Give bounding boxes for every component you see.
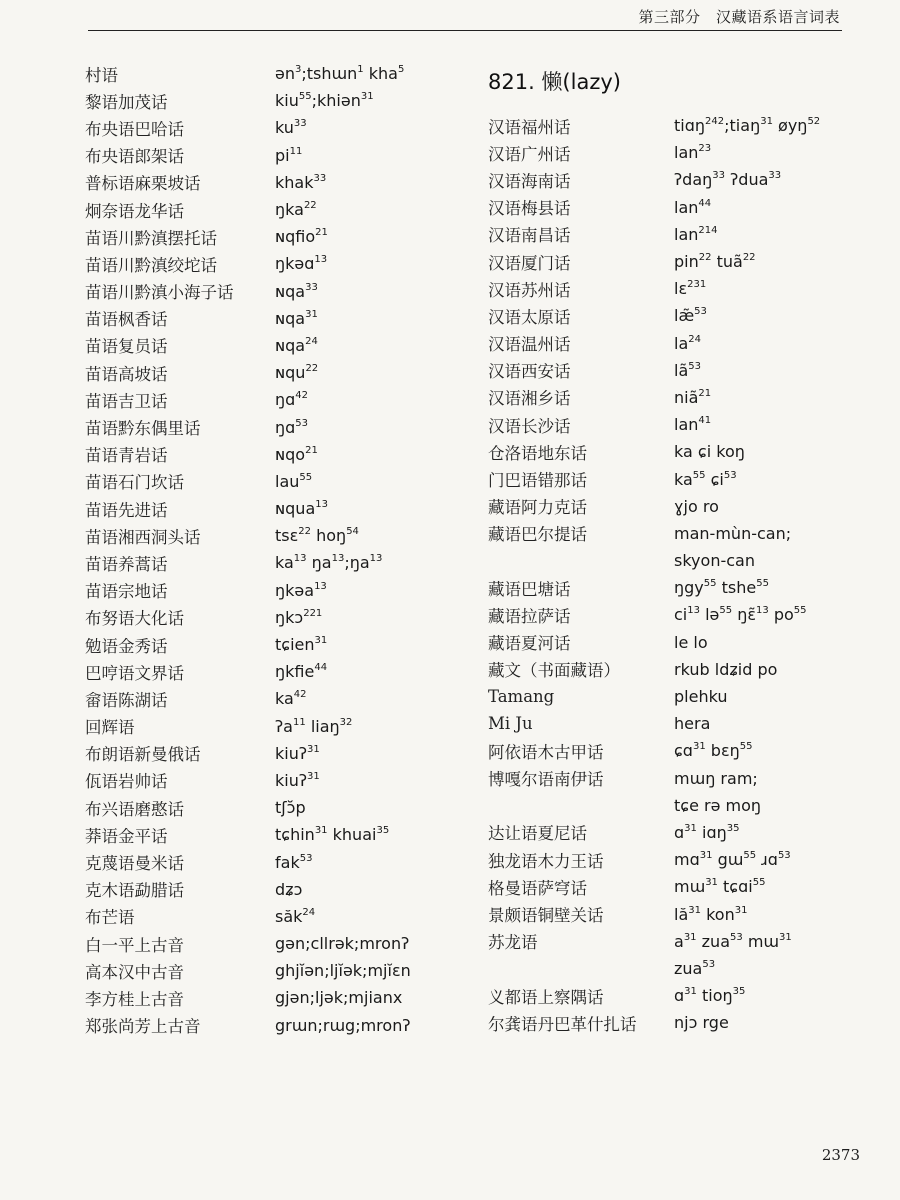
page-number: 2373 xyxy=(821,1146,860,1164)
word-entry-row xyxy=(488,221,868,248)
word-entry-row xyxy=(85,604,445,631)
language-name: 苗语川黔滇小海子话 xyxy=(85,283,234,303)
language-name: 尔龚语丹巴革什扎话 xyxy=(488,1014,637,1034)
word-entry-row xyxy=(488,765,868,792)
language-name: 苗语川黔滇绞坨话 xyxy=(85,255,217,275)
language-name: 布朗语新曼俄话 xyxy=(85,745,201,765)
language-name: 汉语海南话 xyxy=(488,171,571,191)
phonetic-form: grɯn;rɯg;mronʔ xyxy=(275,1015,411,1035)
word-entry-row xyxy=(85,876,445,903)
phonetic-form: $ka^{13}$ $ŋa^{13};ŋa^{13}$ xyxy=(275,553,383,573)
phonetic-form: pin$^{22}$ tuã$^{22}$ xyxy=(674,252,756,272)
word-entry-row xyxy=(85,821,445,848)
language-name: 苗语吉卫话 xyxy=(85,391,168,411)
language-name: 汉语厦门话 xyxy=(488,253,571,273)
phonetic-form: gjən;ljək;mjianx xyxy=(275,988,403,1008)
word-entry-row xyxy=(85,848,445,875)
phonetic-form: ŋka$^{22}$ xyxy=(275,200,317,220)
language-name: 苗语宗地话 xyxy=(85,582,168,602)
phonetic-form: lan$^{44}$ xyxy=(674,197,712,217)
language-name: 汉语太原话 xyxy=(488,307,571,327)
language-name: 苗语青岩话 xyxy=(85,446,168,466)
language-name: 克木语勐腊话 xyxy=(85,881,184,901)
language-name: 布央语巴哈话 xyxy=(85,119,184,139)
phonetic-form: mɑ$^{31}$ gɯ$^{55}$ ɹɑ$^{53}$ xyxy=(674,850,791,870)
phonetic-form: tɕe rə moŋ xyxy=(674,795,762,815)
language-name: 阿依语木古甲话 xyxy=(488,742,604,762)
language-name: 格曼语萨穹话 xyxy=(488,878,587,898)
phonetic-form: man-mùn-can; xyxy=(674,523,792,543)
phonetic-form: ɴqua$^{13}$ xyxy=(275,499,328,519)
phonetic-form: ɴqo$^{21}$ xyxy=(275,444,318,464)
phonetic-form: ən$^3$;tshɯn$^1$ kha$^5$ xyxy=(275,64,405,84)
language-name: 藏语夏河话 xyxy=(488,634,571,654)
phonetic-form: lɛ$^{231}$ xyxy=(674,279,707,299)
word-entry-row xyxy=(488,248,868,275)
language-name: 炯奈语龙华话 xyxy=(85,201,184,221)
language-name: 郑张尚芳上古音 xyxy=(85,1017,201,1037)
phonetic-form: hera xyxy=(674,714,711,734)
phonetic-form: ɑ$^{31}$ tioŋ$^{35}$ xyxy=(674,986,746,1006)
phonetic-form: ŋkfe$^{44}$ xyxy=(275,662,328,682)
phonetic-form: mɯ$^{31}$ tɕɑi$^{55}$ xyxy=(674,877,766,897)
word-entry-row xyxy=(488,139,868,166)
word-entry-row xyxy=(85,223,445,250)
language-name: 苗语高坡话 xyxy=(85,364,168,384)
language-name: 巴哼语文界话 xyxy=(85,663,184,683)
word-entry-row xyxy=(488,330,868,357)
word-entry-row xyxy=(85,957,445,984)
word-entry-row xyxy=(488,493,868,520)
language-name: 苗语黔东偶里话 xyxy=(85,419,201,439)
phonetic-form: $lã^{53}$ xyxy=(674,360,701,380)
phonetic-form: $læ^{53}$ xyxy=(674,306,707,326)
language-name: 普标语麻栗坡话 xyxy=(85,174,201,194)
phonetic-form: tɕhin$^{31}$ khuai$^{35}$ xyxy=(275,825,390,845)
word-entry-row xyxy=(488,547,868,574)
language-name: 克蔑语曼米话 xyxy=(85,854,184,874)
language-name: 回辉语 xyxy=(85,718,135,738)
language-name: 佤语岩帅话 xyxy=(85,772,168,792)
phonetic-form: tʃɔp xyxy=(275,798,306,818)
language-name: 仓洛语地东话 xyxy=(488,443,587,463)
word-entry-row xyxy=(488,982,868,1009)
language-name: 苗语先进话 xyxy=(85,500,168,520)
word-entry-row xyxy=(85,1012,445,1039)
phonetic-form: plehku xyxy=(674,687,728,707)
word-entry-row xyxy=(85,305,445,332)
phonetic-form: mɯŋ ram; xyxy=(674,768,758,788)
word-entry-row xyxy=(488,928,868,955)
word-entry-row xyxy=(488,384,868,411)
phonetic-form: ɴqa$^{33}$ xyxy=(275,281,318,301)
phonetic-form: ŋɑ$^{42}$ xyxy=(275,390,309,410)
phonetic-form: ŋkəɑ$^{13}$ xyxy=(275,254,328,274)
language-name: 布央语郎架话 xyxy=(85,147,184,167)
phonetic-form: khak$^{33}$ xyxy=(275,172,327,192)
phonetic-form: rkub ldʑid po xyxy=(674,659,778,679)
language-name: 苗语石门坎话 xyxy=(85,473,184,493)
word-entry-row xyxy=(85,495,445,522)
word-entry-row xyxy=(85,767,445,794)
language-name: 苗语养蒿话 xyxy=(85,554,168,574)
phonetic-form: ʔa$^{11}$ liaŋ$^{32}$ xyxy=(275,716,353,736)
phonetic-form: ɣjo ro xyxy=(674,496,719,516)
header-rule xyxy=(88,30,842,31)
word-entry-row xyxy=(488,275,868,302)
phonetic-form: $a^{31}$ zua$^{53}$ mɯ$^{31}$ xyxy=(674,931,792,951)
phonetic-form: $ka^{55}$ ɕi$^{53}$ xyxy=(674,469,737,489)
word-entry-row xyxy=(488,112,868,139)
word-entry-row xyxy=(85,87,445,114)
word-entry-row xyxy=(488,465,868,492)
phonetic-form: tɕien$^{31}$ xyxy=(275,635,328,655)
word-entry-row xyxy=(488,438,868,465)
word-entry-row xyxy=(85,250,445,277)
word-entry-row xyxy=(85,794,445,821)
word-entry-row xyxy=(488,900,868,927)
language-name: 藏语巴塘话 xyxy=(488,579,571,599)
word-entry-row xyxy=(488,792,868,819)
phonetic-form: $ku^{33}$ xyxy=(275,118,307,138)
word-entry-row xyxy=(488,656,868,683)
word-entry-row xyxy=(85,60,445,87)
word-entry-row xyxy=(488,411,868,438)
word-entry-row xyxy=(85,577,445,604)
phonetic-form: lan$^{23}$ xyxy=(674,143,712,163)
phonetic-form: ŋkɔ$^{221}$ xyxy=(275,607,323,627)
language-name: 汉语梅县话 xyxy=(488,199,571,219)
language-name: 布芒语 xyxy=(85,908,135,928)
language-name: 汉语西安话 xyxy=(488,362,571,382)
word-entry-row xyxy=(488,357,868,384)
running-header: 第三部分 汉藏语系语言词表 xyxy=(638,8,840,26)
word-entry-row xyxy=(85,522,445,549)
phonetic-form: ɑ$^{31}$ iɑŋ$^{35}$ xyxy=(674,822,740,842)
word-entry-row xyxy=(488,194,868,221)
language-name: 汉语南昌话 xyxy=(488,226,571,246)
phonetic-form: $lă^{31}$ kon$^{31}$ xyxy=(674,904,748,924)
phonetic-form: lau$^{55}$ xyxy=(275,471,313,491)
word-entry-row xyxy=(85,359,445,386)
word-entry-row xyxy=(85,685,445,712)
phonetic-form: tiɑŋ$^{242}$;tiaŋ$^{31}$ øyŋ$^{52}$ xyxy=(674,116,821,136)
language-name: 布努语大化话 xyxy=(85,609,184,629)
phonetic-form: fak$^{53}$ xyxy=(275,852,313,872)
word-entry-row xyxy=(488,166,868,193)
phonetic-form: tsɛ$^{22}$ hoŋ$^{54}$ xyxy=(275,526,359,546)
language-name: 汉语湘乡话 xyxy=(488,389,571,409)
language-name: 畲语陈湖话 xyxy=(85,690,168,710)
phonetic-form: gən;cllrək;mronʔ xyxy=(275,934,410,954)
phonetic-form: zua$^{53}$ xyxy=(674,958,716,978)
language-name: 勉语金秀话 xyxy=(85,636,168,656)
phonetic-form: ɕɑ$^{31}$ bɛŋ$^{55}$ xyxy=(674,741,753,761)
word-entry-row xyxy=(488,574,868,601)
phonetic-form: le lo xyxy=(674,632,708,652)
word-entry-row xyxy=(85,713,445,740)
phonetic-form: $pi^{11}$ xyxy=(275,145,303,165)
word-entry-row xyxy=(488,846,868,873)
language-name: 藏语阿力克话 xyxy=(488,498,587,518)
phonetic-form: ʔdaŋ$^{33}$ ʔdua$^{33}$ xyxy=(674,170,782,190)
phonetic-form: ɴqa$^{31}$ xyxy=(275,308,318,328)
word-entry-row xyxy=(85,278,445,305)
language-name: 门巴语错那话 xyxy=(488,471,587,491)
phonetic-form: niã$^{21}$ xyxy=(674,387,712,407)
language-name: 义都语上察隅话 xyxy=(488,987,604,1007)
phonetic-form: dʑɔ xyxy=(275,879,303,899)
phonetic-form: ɴqu$^{22}$ xyxy=(275,363,319,383)
phonetic-form: $ci^{13}$ lə$^{55}$ ŋɛ$^{13}$ $po^{55}$ xyxy=(674,605,807,625)
phonetic-form: skyon-can xyxy=(674,551,755,571)
phonetic-form: njɔ rge xyxy=(674,1013,729,1033)
phonetic-form: $ka^{42}$ xyxy=(275,689,307,709)
language-name: 布兴语磨憨话 xyxy=(85,799,184,819)
language-name: 博嘎尔语南伊话 xyxy=(488,770,604,790)
language-name: 独龙语木力王话 xyxy=(488,851,604,871)
word-entry-row xyxy=(488,710,868,737)
word-entry-row xyxy=(488,629,868,656)
word-entry-row xyxy=(488,520,868,547)
phonetic-form: kiuʔ$^{31}$ xyxy=(275,770,320,790)
language-name: 村语 xyxy=(85,65,118,85)
language-name: 汉语广州话 xyxy=(488,144,571,164)
language-name: 藏语拉萨话 xyxy=(488,606,571,626)
language-name: Tamang xyxy=(488,687,555,707)
word-entry-row xyxy=(85,332,445,359)
phonetic-form: $la^{24}$ xyxy=(674,333,701,353)
language-name: 藏语巴尔提话 xyxy=(488,525,587,545)
word-entry-row xyxy=(85,196,445,223)
word-entry-row xyxy=(85,413,445,440)
language-name: 高本汉中古音 xyxy=(85,962,184,982)
phonetic-form: ɴqfo$^{21}$ xyxy=(275,227,328,247)
language-name: 白一平上古音 xyxy=(85,935,184,955)
right-column-rows xyxy=(488,112,868,1036)
phonetic-form: săk$^{24}$ xyxy=(275,906,316,926)
phonetic-form: ɴqa$^{24}$ xyxy=(275,335,318,355)
language-name: 苗语川黔滇摆托话 xyxy=(85,228,217,248)
word-entry-row xyxy=(85,169,445,196)
phonetic-form: lan$^{41}$ xyxy=(674,415,712,435)
left-column xyxy=(85,60,445,1039)
language-name: 莽语金平话 xyxy=(85,826,168,846)
language-name: 苗语湘西洞头话 xyxy=(85,527,201,547)
word-entry-row xyxy=(488,873,868,900)
language-name: 汉语苏州话 xyxy=(488,280,571,300)
word-entry-row xyxy=(85,549,445,576)
word-entry-row xyxy=(85,903,445,930)
word-entry-row xyxy=(85,740,445,767)
language-name: 汉语温州话 xyxy=(488,335,571,355)
word-entry-row xyxy=(85,984,445,1011)
word-entry-row xyxy=(85,441,445,468)
word-entry-row xyxy=(85,658,445,685)
word-entry-row xyxy=(85,142,445,169)
phonetic-form: ka ɕi koŋ xyxy=(674,442,745,462)
entry-title: 821. 懒(lazy) xyxy=(488,70,621,94)
word-entry-row xyxy=(488,955,868,982)
language-name: 黎语加茂话 xyxy=(85,92,168,112)
word-entry-row xyxy=(488,819,868,846)
language-name: 景颇语铜壁关话 xyxy=(488,906,604,926)
language-name: Mi Ju xyxy=(488,714,533,734)
right-column xyxy=(488,60,868,1036)
word-entry-row xyxy=(488,737,868,764)
language-name: 苗语枫香话 xyxy=(85,310,168,330)
phonetic-form: lan$^{214}$ xyxy=(674,224,718,244)
language-name: 达让语夏尼话 xyxy=(488,824,587,844)
word-entry-row xyxy=(85,114,445,141)
language-name: 藏文（书面藏语） xyxy=(488,661,620,681)
language-name: 汉语福州话 xyxy=(488,117,571,137)
word-entry-row xyxy=(85,386,445,413)
phonetic-form: kiuʔ$^{31}$ xyxy=(275,743,320,763)
word-entry-row xyxy=(488,302,868,329)
word-entry-row xyxy=(488,683,868,710)
word-entry-row xyxy=(85,631,445,658)
phonetic-form: ŋɑ$^{53}$ xyxy=(275,417,309,437)
word-entry-row xyxy=(85,468,445,495)
word-entry-row xyxy=(488,1009,868,1036)
phonetic-form: ghjĭən;ljĭək;mjĭɛn xyxy=(275,961,411,981)
language-name: 李方桂上古音 xyxy=(85,989,184,1009)
word-entry-row xyxy=(85,930,445,957)
language-name: 汉语长沙话 xyxy=(488,416,571,436)
language-name: 苏龙语 xyxy=(488,933,538,953)
phonetic-form: ŋkəa$^{13}$ xyxy=(275,580,327,600)
word-entry-row xyxy=(488,601,868,628)
phonetic-form: kiu$^{55}$;khiən$^{31}$ xyxy=(275,91,374,111)
phonetic-form: ŋgy$^{55}$ tshe$^{55}$ xyxy=(674,578,769,598)
language-name: 苗语复员话 xyxy=(85,337,168,357)
